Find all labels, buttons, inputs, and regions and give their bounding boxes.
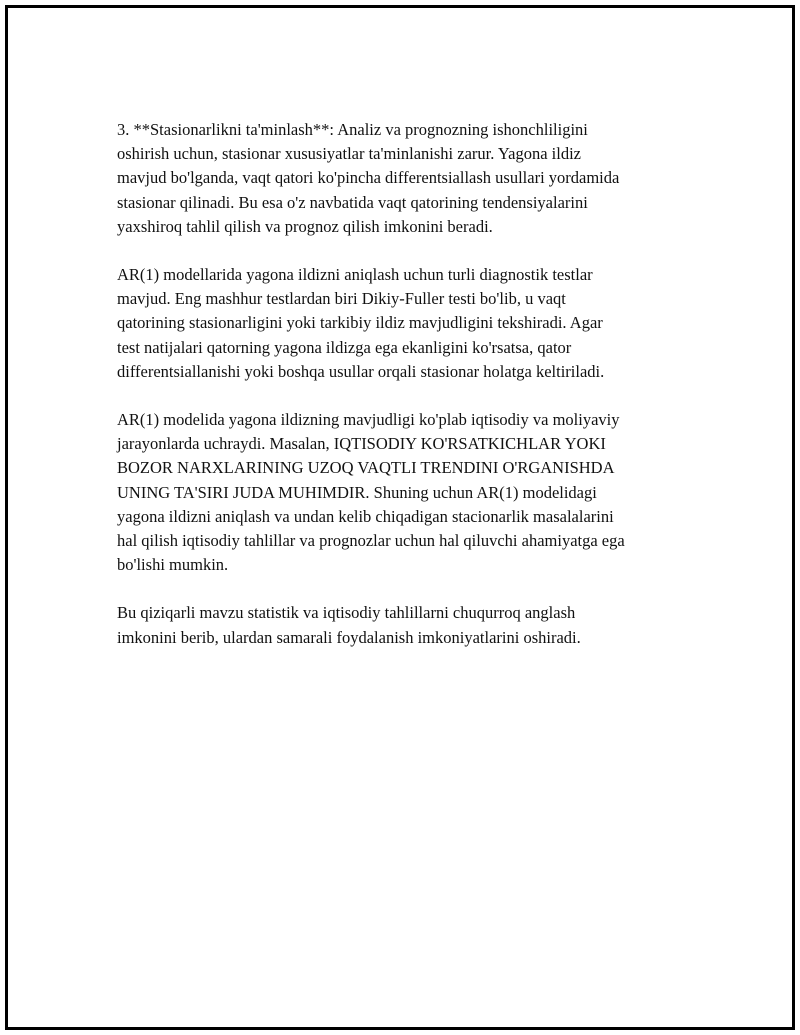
- document-body: [117, 118, 697, 674]
- paragraph-stationarity: 3. **Stasionarlikni ta'minlash**: Analiz va prognozning ishonchliligini oshirish uchun, stasionar xususiyatlar ta'minlanishi zarur. Yagona ildiz mavjud bo'lganda, vaqt qatori ko'pincha differentsiallash usullari yordamida stasionar qilinadi. Bu esa o'z navbatida vaqt qatorining tendensiyalarini yaxshiroq tahlil qilish va prognoz qilish imkonini beradi.: [117, 120, 620, 236]
- paragraph-conclusion: Bu qiziqarli mavzu statistik va iqtisodiy tahlillarni chuqurroq anglash imkonini berib, ulardan samarali foydalanish imkoniyatlarini oshiradi.: [117, 603, 581, 647]
- paragraph-economic-relevance: AR(1) modelida yagona ildizning mavjudligi ko'plab iqtisodiy va moliyaviy jarayonlarda uchraydi. Masalan, IQTISODIY KO'RSATKICHLAR YOKI BOZOR NARXLARINING UZOQ VAQTLI TRENDINI O'RGANISHDA UNING TA'SIRI JUDA MUHIMDIR. Shuning uchun AR(1) modelidagi yagona ildizni aniqlash va undan kelib chiqadigan stacionarlik masalalarini hal qilish iqtisodiy tahlillar va prognozlar uchun hal qiluvchi ahamiyatga ega bo'lishi mumkin.: [117, 410, 625, 575]
- paragraph-diagnostic-tests: AR(1) modellarida yagona ildizni aniqlash uchun turli diagnostik testlar mavjud. Eng mashhur testlardan biri Dikiy-Fuller testi bo'lib, u vaqt qatorining stasionarligini yoki tarkibiy ildiz mavjudligini tekshiradi. Agar test natijalari qatorning yagona ildizga ega ekanligini ko'rsatsa, qator differentsiallanishi yoki boshqa usullar orqali stasionar holatga keltiriladi.: [117, 265, 605, 381]
